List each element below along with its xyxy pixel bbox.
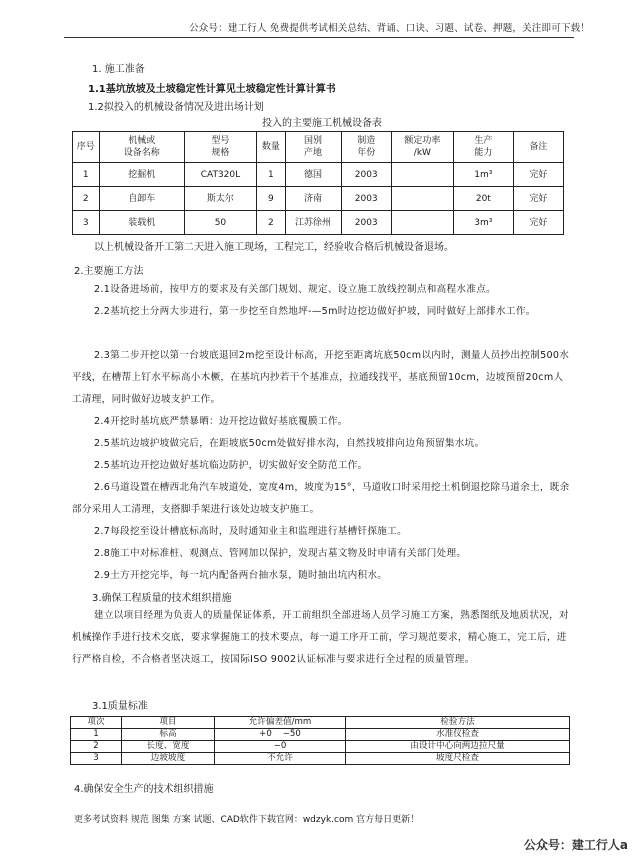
table-row — [71, 753, 570, 765]
quality-table — [70, 716, 570, 765]
section-1-1: 1.1基坑放坡及土坡稳定性计算见土坡稳定性计算计算书 — [88, 84, 336, 95]
table-row — [73, 211, 564, 235]
paragraph-2-9: 2.9土方开挖完毕，每一坑内配备两台抽水泵，随时抽出坑内积水。 — [94, 570, 388, 581]
col-header: 允许偏差值/mm — [215, 717, 346, 729]
col-header: 额定功率 /kW — [391, 132, 453, 163]
table-cell — [391, 211, 453, 235]
col-header: 制造 年份 — [341, 132, 391, 163]
table-cell: 标高 — [122, 729, 215, 741]
paragraph-2-3: 2.3第二步开挖以第一台坡底退回2m挖至设计标高，开挖至距离坑底50cm以内时，测量人员抄出控制500水平线，在槽帮上钉水平标高小木橛，在基坑内抄若干个基准点，拉通线找平，基底预留10cm，边坡预留20cm人工清理，同时做好边坡支护工作。 — [72, 350, 570, 405]
table-cell: 2 — [257, 211, 286, 235]
col-header: 国别 产地 — [285, 132, 341, 163]
col-header: 项次 — [71, 717, 122, 729]
table-cell: −0 — [215, 741, 346, 753]
table-cell — [391, 187, 453, 211]
section-2-title: 2.主要施工方法 — [74, 266, 144, 277]
table1-caption: 投入的主要施工机械设备表 — [262, 118, 382, 129]
page-header: 公众号：建工行人 免费提供考试相关总结、背诵、口诀、习题、试卷、押题，关注即可下载！ — [189, 23, 590, 34]
paragraph-2-4: 2.4开挖时基坑底严禁暴晒：边开挖边做好基底覆膜工作。 — [94, 416, 348, 427]
table-cell: 2003 — [341, 187, 391, 211]
table-cell: 2 — [71, 741, 122, 753]
paragraph-2-8: 2.8施工中对标准桩、观测点、管网加以保护，发现古墓文物及时申请有关部门处理。 — [94, 548, 467, 559]
paragraph-3: 建立以项目经理为负责人的质量保证体系，开工前组织全部进场人员学习施工方案，熟悉图纸及地质状况，对机械操作手进行技术交底，要求掌握施工的技术要点，每一道工序开工前，学习规范要求，精心施工，完工后，进行严格自检，不合格者坚决返工，按国际ISO 9002认证标准与要求进行全过程的质量管理。 — [72, 610, 569, 665]
equipment-note: 以上机械设备开工第二天进入施工现场，工程完工，经验收合格后机械设备退场。 — [94, 242, 454, 253]
section-4-title: 4.确保安全生产的技术组织措施 — [74, 784, 214, 795]
col-header: 生产 能力 — [453, 132, 513, 163]
table-header-row — [71, 717, 570, 729]
table-cell: 3 — [73, 211, 100, 235]
paragraph-2-5b: 2.5基坑边开挖边做好基坑临边防护，切实做好安全防范工作。 — [94, 460, 368, 471]
section-1-2: 1.2拟投入的机械设备情况及进出场计划 — [88, 102, 264, 113]
table-cell: 1m³ — [453, 163, 513, 187]
col-header: 检验方法 — [346, 717, 570, 729]
table-cell: 自卸车 — [99, 187, 184, 211]
table-cell: 济南 — [285, 187, 341, 211]
table-cell: 斯太尔 — [184, 187, 256, 211]
footer-text: 更多考试资料 规范 图集 方案 试题、CAD软件下载官网：wdzyk.com 官方每日更新！ — [74, 815, 420, 825]
table-cell: 由设计中心向两边拉尺量 — [346, 741, 570, 753]
table-cell: 水准仪检查 — [346, 729, 570, 741]
table-header-row — [73, 132, 564, 163]
table-cell: 9 — [257, 187, 286, 211]
paragraph-2-5: 2.5基坑边坡护坡做完后，在距坡底50cm处做好排水沟，自然找坡排向边角预留集水坑。 — [94, 438, 485, 449]
col-header: 项目 — [122, 717, 215, 729]
section-3-1-title: 3.1质量标准 — [92, 701, 148, 712]
table-cell: 50 — [184, 211, 256, 235]
table-cell: 挖掘机 — [99, 163, 184, 187]
paragraph-2-6: 2.6马道设置在槽西北角汽车坡道处，宽度4m，坡度为15°，马道收口时采用挖土机倒退挖除马道余土，既余部分采用人工清理，支搭脚手架进行该处边坡支护施工。 — [72, 482, 570, 515]
table-cell: 完好 — [513, 163, 563, 187]
table-cell: 长度、宽度 — [122, 741, 215, 753]
table-row — [73, 187, 564, 211]
col-header: 备注 — [513, 132, 563, 163]
table-cell: 2 — [73, 187, 100, 211]
table-cell: 完好 — [513, 211, 563, 235]
paragraph-2-1: 2.1设备进场前，按甲方的要求及有关部门规划、规定、设立施工放线控制点和高程水准点。 — [94, 284, 497, 295]
col-header: 序号 — [73, 132, 100, 163]
table-cell: 2003 — [341, 163, 391, 187]
equipment-table — [72, 131, 564, 235]
table-cell: 完好 — [513, 187, 563, 211]
table-cell: 1 — [73, 163, 100, 187]
table-cell — [391, 163, 453, 187]
table-cell: 江苏徐州 — [285, 211, 341, 235]
table-cell: 1 — [257, 163, 286, 187]
col-header: 机械或 设备名称 — [99, 132, 184, 163]
section-3-title: 3.确保工程质量的技术组织措施 — [92, 593, 232, 604]
table-cell: 坡度尺检查 — [346, 753, 570, 765]
col-header: 型号 规格 — [184, 132, 256, 163]
col-header: 数量 — [257, 132, 286, 163]
table-row — [71, 729, 570, 741]
table-cell: 德国 — [285, 163, 341, 187]
table-cell: 3 — [71, 753, 122, 765]
table-cell: 边坡坡度 — [122, 753, 215, 765]
section-1-title: 1. 施工准备 — [92, 64, 145, 75]
table-cell: 3m³ — [453, 211, 513, 235]
paragraph-2-2: 2.2基坑挖土分两大步进行，第一步挖至自然地坪-—5m时边挖边做好护坡，同时做好上部排水工作。 — [94, 306, 536, 317]
table-cell: 20t — [453, 187, 513, 211]
table-cell: +0 −50 — [215, 729, 346, 741]
table-cell: 2003 — [341, 211, 391, 235]
table-row — [73, 163, 564, 187]
paragraph-2-7: 2.7每段挖至设计槽底标高时，及时通知业主和监理进行基槽钎探施工。 — [94, 526, 407, 537]
table-cell: CAT320L — [184, 163, 256, 187]
table-cell: 不允许 — [215, 753, 346, 765]
table-cell: 装载机 — [99, 211, 184, 235]
table-row — [71, 741, 570, 753]
brand-watermark: 公众号：建工行人a — [523, 838, 628, 852]
table-cell: 1 — [71, 729, 122, 741]
header-divider — [64, 37, 574, 38]
